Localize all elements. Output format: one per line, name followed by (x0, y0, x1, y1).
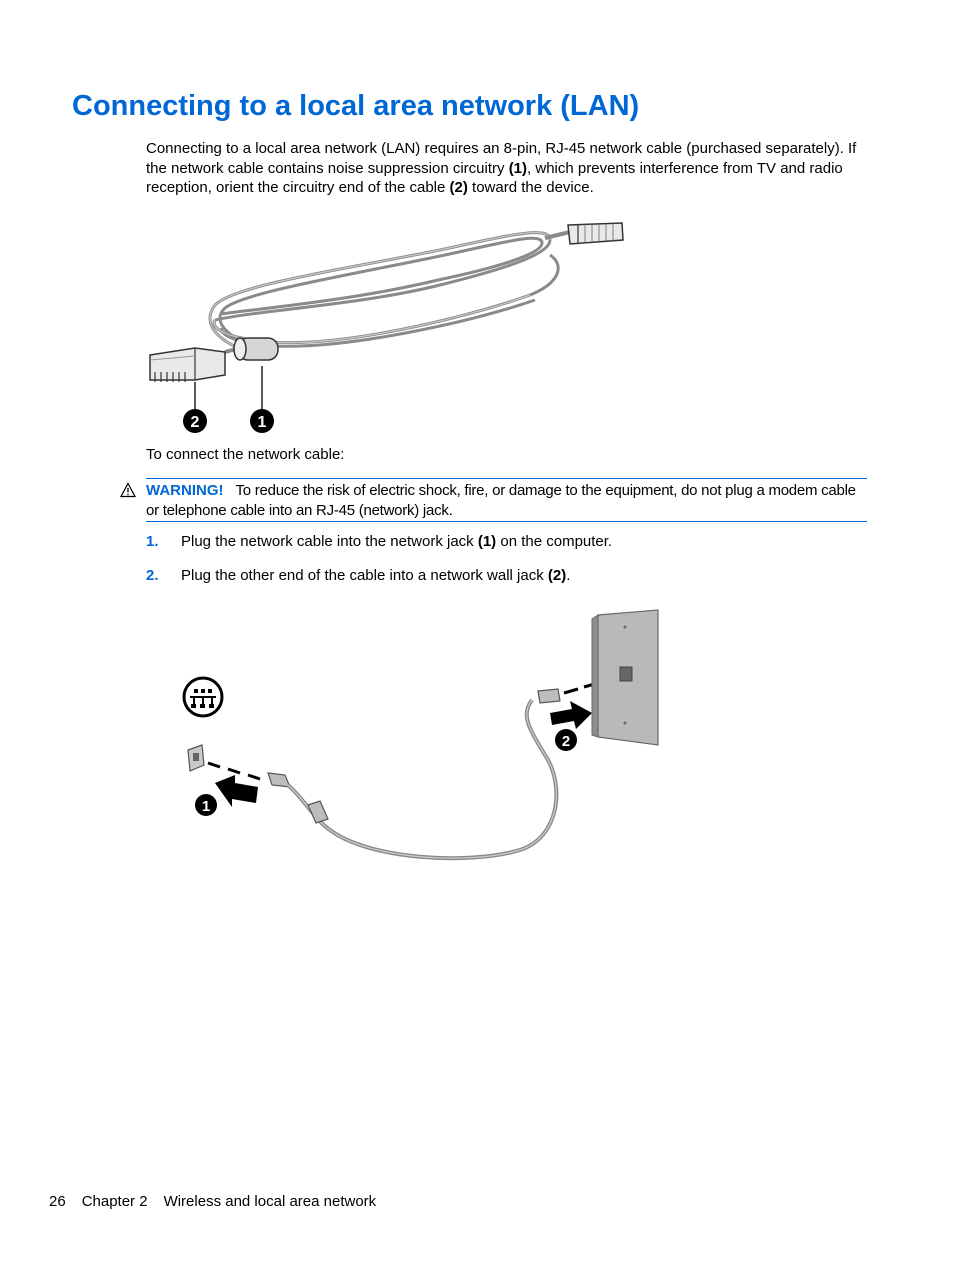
step-number: 2. (146, 567, 159, 584)
callout-badge-1 (195, 794, 217, 816)
network-jack-icon (184, 678, 222, 716)
step-number: 1. (146, 533, 159, 550)
page-number: 26 (49, 1193, 66, 1210)
network-cable-figure (140, 210, 640, 440)
page-title: Connecting to a local area network (LAN) (72, 90, 640, 122)
callout-badge-2 (555, 729, 577, 751)
connect-instruction: To connect the network cable: (146, 446, 345, 463)
connection-figure (180, 605, 680, 870)
intro-paragraph (146, 139, 876, 198)
intro-text-3: toward the device. (467, 179, 594, 196)
callout-badge-1 (250, 409, 274, 433)
arrow-1 (215, 775, 258, 807)
noise-suppression-ferrite (225, 338, 278, 360)
page-footer (49, 1193, 392, 1210)
warning-triangle-icon (120, 482, 136, 498)
svg-text:1: 1 (201, 798, 211, 815)
warning-label: WARNING! (146, 482, 224, 499)
callout-2-ref: (2) (449, 179, 468, 196)
warning-text: To reduce the risk of electric shock, fire, or damage to the equipment, do not plug a modem cable or telephone cable into an RJ-45 (network) jack. (146, 482, 856, 519)
chapter-label: Chapter 2 (81, 1193, 148, 1210)
svg-text:2: 2 (561, 733, 571, 750)
intro-text-1: Connecting to a local area network (LAN) requires an 8-pin, RJ-45 network cable (purchased separately). If the network cable contains noise suppression circuitry (146, 140, 857, 177)
arrow-2 (550, 701, 592, 729)
rj45-connector-left (150, 348, 225, 382)
chapter-title: Wireless and local area network (163, 1193, 377, 1210)
callout-badge-2 (183, 409, 207, 433)
step-text: Plug the other end of the cable into a network wall jack (2). (181, 567, 571, 584)
network-wall-jack (592, 610, 658, 745)
svg-text:2: 2 (190, 414, 200, 431)
callout-1-ref: (1) (508, 159, 528, 177)
intro-text-2: , which prevents interference from TV and radio reception, orient the circuitry end of the cable (146, 159, 843, 196)
computer-network-jack (188, 745, 204, 771)
svg-text:1: 1 (257, 414, 267, 431)
step-text: Plug the network cable into the network jack (1) on the computer. (181, 533, 613, 550)
rj45-connector-right (568, 223, 623, 244)
warning-box (146, 478, 867, 522)
